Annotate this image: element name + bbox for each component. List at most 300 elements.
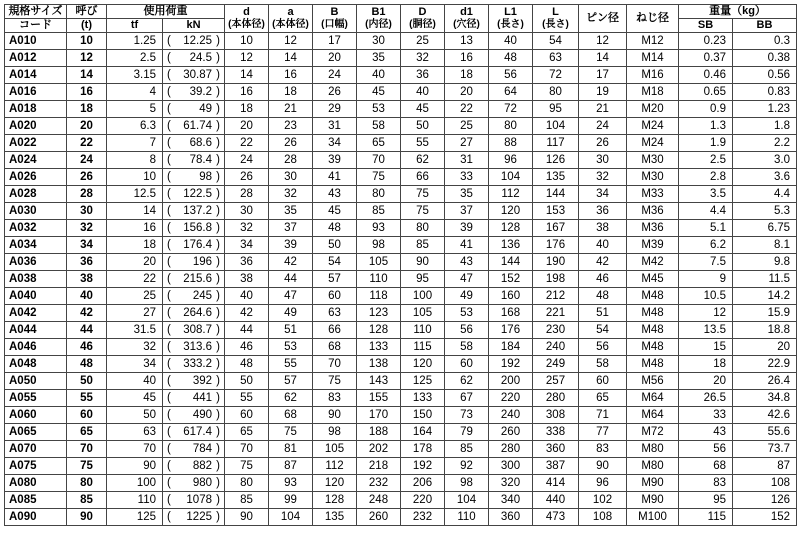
cell-d: 20 [225, 118, 269, 135]
cell-l: 249 [533, 356, 579, 373]
cell-a: 68 [269, 407, 313, 424]
kn-value: 784 [192, 443, 212, 455]
cell-l: 176 [533, 237, 579, 254]
cell-code: A070 [5, 441, 67, 458]
cell-l: 63 [533, 50, 579, 67]
cell-a: 93 [269, 475, 313, 492]
paren-open: ( [167, 460, 171, 472]
kn-value: 61.74 [183, 120, 212, 132]
cell-pitch: 32 [67, 220, 107, 237]
cell-b1: 53 [357, 101, 401, 118]
cell-b: 98 [313, 424, 357, 441]
cell-bb: 0.38 [733, 50, 797, 67]
cell-code: A010 [5, 33, 67, 50]
cell-l1: 152 [489, 271, 533, 288]
table-row [5, 203, 797, 220]
cell-bb: 15.9 [733, 305, 797, 322]
cell-dd: 150 [401, 407, 445, 424]
cell-d1: 25 [445, 118, 489, 135]
cell-pin: 14 [579, 50, 627, 67]
cell-d: 48 [225, 356, 269, 373]
cell-d: 22 [225, 135, 269, 152]
table-row [5, 135, 797, 152]
paren-open: ( [167, 137, 171, 149]
cell-pin: 58 [579, 356, 627, 373]
cell-pitch: 80 [67, 475, 107, 492]
cell-l: 80 [533, 84, 579, 101]
col-d1-header: d1 (穴径) [445, 5, 489, 33]
cell-screw: M36 [627, 220, 679, 237]
cell-bb: 87 [733, 458, 797, 475]
cell-pin: 34 [579, 186, 627, 203]
cell-d: 26 [225, 169, 269, 186]
cell-bb: 26.4 [733, 373, 797, 390]
cell-d: 46 [225, 339, 269, 356]
paren-open: ( [167, 120, 171, 132]
spec-sheet [4, 4, 796, 552]
cell-pin: 36 [579, 203, 627, 220]
cell-b: 54 [313, 254, 357, 271]
cell-sb: 0.23 [679, 33, 733, 50]
paren-open: ( [167, 375, 171, 387]
cell-dd: 45 [401, 101, 445, 118]
kn-value: 1078 [186, 494, 212, 506]
cell-a: 21 [269, 101, 313, 118]
cell-pin: 40 [579, 237, 627, 254]
cell-d: 42 [225, 305, 269, 322]
cell-dd: 55 [401, 135, 445, 152]
cell-bb: 3.6 [733, 169, 797, 186]
table-row [5, 254, 797, 271]
cell-d1: 22 [445, 101, 489, 118]
cell-tf: 34 [107, 356, 163, 373]
cell-screw: M48 [627, 305, 679, 322]
col-b1-header: B1 (内径) [357, 5, 401, 33]
cell-l: 153 [533, 203, 579, 220]
cell-d1: 37 [445, 203, 489, 220]
cell-tf: 70 [107, 441, 163, 458]
cell-kn [163, 271, 225, 288]
cell-bb: 126 [733, 492, 797, 509]
cell-a: 32 [269, 186, 313, 203]
cell-d: 36 [225, 254, 269, 271]
col-pitch-header: 呼び [67, 5, 107, 19]
cell-l: 212 [533, 288, 579, 305]
cell-kn [163, 50, 225, 67]
paren-open: ( [167, 103, 171, 115]
cell-kn [163, 407, 225, 424]
cell-d1: 39 [445, 220, 489, 237]
cell-b: 90 [313, 407, 357, 424]
cell-pitch: 40 [67, 288, 107, 305]
cell-screw: M24 [627, 118, 679, 135]
cell-d1: 18 [445, 67, 489, 84]
cell-b1: 128 [357, 322, 401, 339]
paren-open: ( [167, 52, 171, 64]
cell-code: A075 [5, 458, 67, 475]
cell-b: 48 [313, 220, 357, 237]
paren-open: ( [167, 494, 171, 506]
cell-bb: 0.83 [733, 84, 797, 101]
cell-sb: 83 [679, 475, 733, 492]
cell-tf: 27 [107, 305, 163, 322]
kn-value: 122.5 [183, 188, 212, 200]
cell-d1: 67 [445, 390, 489, 407]
cell-b1: 155 [357, 390, 401, 407]
paren-open: ( [167, 443, 171, 455]
cell-d: 34 [225, 237, 269, 254]
cell-b: 60 [313, 288, 357, 305]
cell-pin: 12 [579, 33, 627, 50]
cell-kn [163, 373, 225, 390]
cell-d: 24 [225, 152, 269, 169]
cell-tf: 18 [107, 237, 163, 254]
cell-code: A022 [5, 135, 67, 152]
cell-l: 135 [533, 169, 579, 186]
paren-open: ( [167, 273, 171, 285]
cell-b: 43 [313, 186, 357, 203]
cell-dd: 120 [401, 356, 445, 373]
cell-tf: 25 [107, 288, 163, 305]
cell-l1: 104 [489, 169, 533, 186]
cell-kn [163, 220, 225, 237]
cell-sb: 4.4 [679, 203, 733, 220]
cell-code: A046 [5, 339, 67, 356]
cell-dd: 125 [401, 373, 445, 390]
kn-value: 882 [192, 460, 212, 472]
kn-value: 98 [199, 171, 212, 183]
cell-code: A014 [5, 67, 67, 84]
kn-value: 441 [192, 392, 212, 404]
cell-l: 117 [533, 135, 579, 152]
cell-sb: 10.5 [679, 288, 733, 305]
cell-b: 20 [313, 50, 357, 67]
cell-sb: 12 [679, 305, 733, 322]
table-row [5, 339, 797, 356]
cell-sb: 1.9 [679, 135, 733, 152]
kn-value: 617.4 [183, 426, 212, 438]
cell-pin: 96 [579, 475, 627, 492]
cell-b: 63 [313, 305, 357, 322]
cell-d1: 49 [445, 288, 489, 305]
cell-sb: 15 [679, 339, 733, 356]
cell-pitch: 16 [67, 84, 107, 101]
cell-bb: 9.8 [733, 254, 797, 271]
cell-b1: 138 [357, 356, 401, 373]
cell-b1: 80 [357, 186, 401, 203]
cell-l1: 96 [489, 152, 533, 169]
cell-b1: 248 [357, 492, 401, 509]
cell-a: 35 [269, 203, 313, 220]
col-a-header: a (本体径) [269, 5, 313, 33]
cell-screw: M33 [627, 186, 679, 203]
cell-kn [163, 152, 225, 169]
cell-sb: 26.5 [679, 390, 733, 407]
cell-dd: 75 [401, 186, 445, 203]
cell-l: 221 [533, 305, 579, 322]
kn-value: 78.4 [189, 154, 212, 166]
cell-d1: 58 [445, 339, 489, 356]
cell-screw: M30 [627, 169, 679, 186]
paren-open: ( [167, 324, 171, 336]
cell-kn [163, 135, 225, 152]
cell-tf: 45 [107, 390, 163, 407]
cell-bb: 8.1 [733, 237, 797, 254]
cell-l1: 192 [489, 356, 533, 373]
cell-b1: 260 [357, 509, 401, 526]
kn-value: 490 [192, 409, 212, 421]
table-row [5, 390, 797, 407]
cell-dd: 80 [401, 220, 445, 237]
cell-a: 14 [269, 50, 313, 67]
table-row [5, 441, 797, 458]
table-row [5, 50, 797, 67]
cell-b: 24 [313, 67, 357, 84]
paren-open: ( [167, 35, 171, 47]
paren-open: ( [167, 341, 171, 353]
cell-pitch: 12 [67, 50, 107, 67]
cell-a: 30 [269, 169, 313, 186]
cell-pin: 26 [579, 135, 627, 152]
table-row [5, 305, 797, 322]
kn-value: 176.4 [183, 239, 212, 251]
paren-close: ) [216, 426, 220, 438]
cell-tf: 40 [107, 373, 163, 390]
cell-sb: 9 [679, 271, 733, 288]
table-row [5, 271, 797, 288]
cell-l: 190 [533, 254, 579, 271]
cell-sb: 3.5 [679, 186, 733, 203]
cell-d1: 27 [445, 135, 489, 152]
paren-close: ) [216, 256, 220, 268]
cell-a: 87 [269, 458, 313, 475]
cell-tf: 5 [107, 101, 163, 118]
cell-code: A024 [5, 152, 67, 169]
cell-l: 167 [533, 220, 579, 237]
cell-pin: 46 [579, 271, 627, 288]
cell-code: A042 [5, 305, 67, 322]
cell-l1: 88 [489, 135, 533, 152]
cell-l1: 40 [489, 33, 533, 50]
cell-pin: 90 [579, 458, 627, 475]
col-sb-header: SB [679, 19, 733, 33]
cell-a: 62 [269, 390, 313, 407]
cell-code: A018 [5, 101, 67, 118]
paren-close: ) [216, 52, 220, 64]
paren-open: ( [167, 358, 171, 370]
cell-screw: M20 [627, 101, 679, 118]
cell-d: 18 [225, 101, 269, 118]
table-row [5, 237, 797, 254]
kn-value: 215.6 [183, 273, 212, 285]
cell-sb: 0.65 [679, 84, 733, 101]
cell-l: 72 [533, 67, 579, 84]
paren-close: ) [216, 120, 220, 132]
cell-bb: 11.5 [733, 271, 797, 288]
cell-kn [163, 339, 225, 356]
cell-tf: 10 [107, 169, 163, 186]
cell-b1: 105 [357, 254, 401, 271]
cell-screw: M48 [627, 356, 679, 373]
paren-close: ) [216, 392, 220, 404]
cell-d: 80 [225, 475, 269, 492]
kn-value: 156.8 [183, 222, 212, 234]
cell-tf: 3.15 [107, 67, 163, 84]
paren-close: ) [216, 35, 220, 47]
col-d-header: d (本体径) [225, 5, 269, 33]
paren-close: ) [216, 205, 220, 217]
cell-pitch: 65 [67, 424, 107, 441]
cell-l: 240 [533, 339, 579, 356]
cell-l: 95 [533, 101, 579, 118]
table-row [5, 356, 797, 373]
paren-open: ( [167, 477, 171, 489]
cell-a: 81 [269, 441, 313, 458]
cell-dd: 178 [401, 441, 445, 458]
cell-l: 198 [533, 271, 579, 288]
cell-pin: 38 [579, 220, 627, 237]
cell-d: 90 [225, 509, 269, 526]
cell-l1: 240 [489, 407, 533, 424]
cell-l1: 80 [489, 118, 533, 135]
paren-open: ( [167, 171, 171, 183]
paren-close: ) [216, 222, 220, 234]
cell-l1: 120 [489, 203, 533, 220]
cell-l1: 136 [489, 237, 533, 254]
cell-dd: 192 [401, 458, 445, 475]
cell-pin: 42 [579, 254, 627, 271]
cell-sb: 7.5 [679, 254, 733, 271]
cell-a: 18 [269, 84, 313, 101]
cell-sb: 20 [679, 373, 733, 390]
cell-tf: 16 [107, 220, 163, 237]
cell-a: 49 [269, 305, 313, 322]
cell-screw: M72 [627, 424, 679, 441]
cell-a: 39 [269, 237, 313, 254]
cell-a: 23 [269, 118, 313, 135]
paren-close: ) [216, 341, 220, 353]
cell-dd: 62 [401, 152, 445, 169]
cell-b1: 123 [357, 305, 401, 322]
cell-screw: M48 [627, 339, 679, 356]
cell-l: 440 [533, 492, 579, 509]
cell-b1: 170 [357, 407, 401, 424]
paren-close: ) [216, 375, 220, 387]
col-dd-header: D (胴径) [401, 5, 445, 33]
col-pin-header: ピン径 [579, 5, 627, 33]
cell-dd: 25 [401, 33, 445, 50]
cell-pitch: 85 [67, 492, 107, 509]
cell-screw: M56 [627, 373, 679, 390]
cell-dd: 66 [401, 169, 445, 186]
kn-value: 308.7 [183, 324, 212, 336]
table-row [5, 169, 797, 186]
cell-code: A085 [5, 492, 67, 509]
cell-tf: 125 [107, 509, 163, 526]
cell-tf: 14 [107, 203, 163, 220]
col-l1-header: L1 (長さ) [489, 5, 533, 33]
cell-kn [163, 254, 225, 271]
cell-d: 16 [225, 84, 269, 101]
paren-close: ) [216, 358, 220, 370]
paren-close: ) [216, 460, 220, 472]
cell-d1: 16 [445, 50, 489, 67]
cell-l1: 56 [489, 67, 533, 84]
cell-d: 65 [225, 424, 269, 441]
cell-code: A020 [5, 118, 67, 135]
cell-sb: 18 [679, 356, 733, 373]
cell-b1: 40 [357, 67, 401, 84]
cell-bb: 3.0 [733, 152, 797, 169]
cell-d: 75 [225, 458, 269, 475]
paren-open: ( [167, 239, 171, 251]
cell-l: 54 [533, 33, 579, 50]
cell-tf: 12.5 [107, 186, 163, 203]
cell-screw: M64 [627, 390, 679, 407]
paren-close: ) [216, 86, 220, 98]
cell-d1: 92 [445, 458, 489, 475]
cell-screw: M12 [627, 33, 679, 50]
table-row [5, 186, 797, 203]
cell-code: A055 [5, 390, 67, 407]
cell-d1: 33 [445, 169, 489, 186]
paren-open: ( [167, 409, 171, 421]
cell-code: A065 [5, 424, 67, 441]
cell-l1: 360 [489, 509, 533, 526]
cell-screw: M80 [627, 458, 679, 475]
cell-sb: 68 [679, 458, 733, 475]
cell-bb: 42.6 [733, 407, 797, 424]
cell-d: 10 [225, 33, 269, 50]
cell-pin: 32 [579, 169, 627, 186]
cell-d: 50 [225, 373, 269, 390]
cell-b: 57 [313, 271, 357, 288]
cell-b: 128 [313, 492, 357, 509]
cell-dd: 232 [401, 509, 445, 526]
table-row [5, 509, 797, 526]
cell-dd: 50 [401, 118, 445, 135]
kn-value: 12.25 [183, 35, 212, 47]
cell-kn [163, 305, 225, 322]
cell-d1: 47 [445, 271, 489, 288]
cell-l1: 200 [489, 373, 533, 390]
cell-d: 60 [225, 407, 269, 424]
cell-l: 360 [533, 441, 579, 458]
cell-d: 28 [225, 186, 269, 203]
cell-a: 53 [269, 339, 313, 356]
cell-b1: 110 [357, 271, 401, 288]
cell-screw: M64 [627, 407, 679, 424]
paren-open: ( [167, 256, 171, 268]
cell-b: 68 [313, 339, 357, 356]
cell-d1: 35 [445, 186, 489, 203]
cell-sb: 0.37 [679, 50, 733, 67]
cell-d1: 53 [445, 305, 489, 322]
cell-b: 29 [313, 101, 357, 118]
cell-pitch: 75 [67, 458, 107, 475]
cell-tf: 22 [107, 271, 163, 288]
cell-l1: 176 [489, 322, 533, 339]
paren-open: ( [167, 426, 171, 438]
cell-pitch: 48 [67, 356, 107, 373]
cell-tf: 32 [107, 339, 163, 356]
cell-l1: 64 [489, 84, 533, 101]
cell-l1: 320 [489, 475, 533, 492]
kn-value: 137.2 [183, 205, 212, 217]
cell-screw: M16 [627, 67, 679, 84]
kn-value: 1225 [186, 511, 212, 523]
cell-tf: 20 [107, 254, 163, 271]
